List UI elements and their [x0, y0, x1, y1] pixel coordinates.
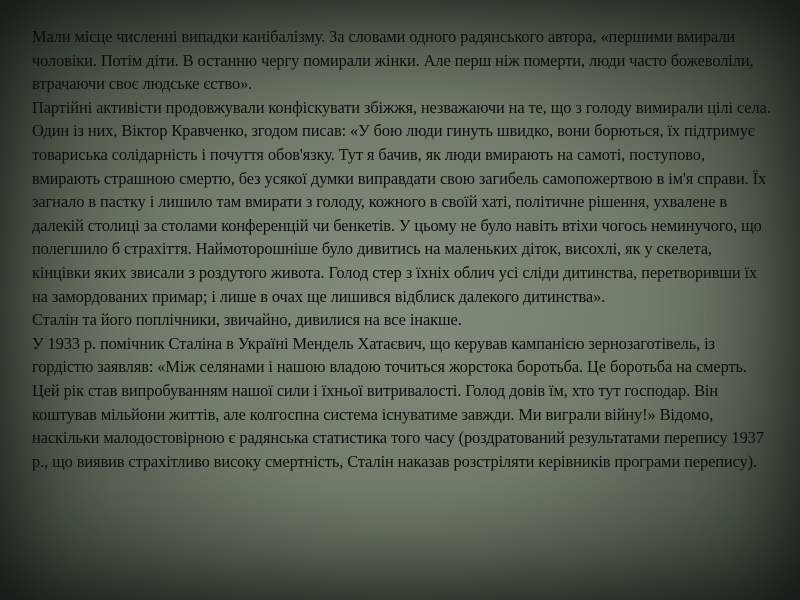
paragraph-cannibalism: Мали місце численні випадки канібалізму. За словами одного радянського автора, «першими вмирали чоловіки. Потім діти. В останню чергу помирали жінки. Але перш ніж померти, люди часто божеволіли, втрачаючи своє людське єство».	[32, 27, 754, 94]
body-text	[32, 25, 772, 473]
paragraph-khataevich-quote: У 1933 р. помічник Сталіна в Україні Мендель Хатаєвич, що керував кампанією зернозаготівель, із гордістю заявляв: «Між селянами і нашою владою точиться жорстока боротьба. Це боротьба на смерть. Цей рік став випробуванням нашої сили і їхньої витривалості. Голод довів їм, хто тут господар. Він коштував мільйони життів, але колгоспна система існуватиме завжди. Ми виграли війну!» Відомо, наскільки малодостовірною є радянська статистика того часу (роздратований результатами перепису 1937 р., що виявив страхітливо високу смертність, Сталін наказав розстріляти керівників програми перепису).	[32, 333, 764, 471]
paragraph-stalin-view: Сталін та його поплічники, звичайно, дивилися на все інакше.	[32, 310, 462, 330]
paragraph-kravchenko-quote: Партійні активісти продовжували конфіскувати збіжжя, незважаючи на те, що з голоду вимирали цілі села. Один із них, Віктор Кравченко, згодом писав: «У бою люди гинуть швидко, вони борються, їх підтримує товариська солідарність і почуття обов'язку. Тут я бачив, як люди вмирають на самоті, поступово, вмирають страшною смертю, без усякої думки виправдати свою загибель самопожертвою в ім'я справи. Їх загнало в пастку і лишило там вмирати з голоду, кожного в своїй хаті, політичне рішення, ухвалене в далекій столиці за столами конференцій чи бенкетів. У цьому не було навіть втіхи чогось неминучого, що полегшило б страхіття. Наймоторошніше було дивитись на маленьких діток, висохлі, як у скелета, кінцівки яких звисали з роздутого живота. Голод стер з їхніх облич усі сліди дитинства, перетворивши їх на замордованих примар; і лише в очах ще лишився відблиск далекого дитинства».	[32, 97, 771, 306]
